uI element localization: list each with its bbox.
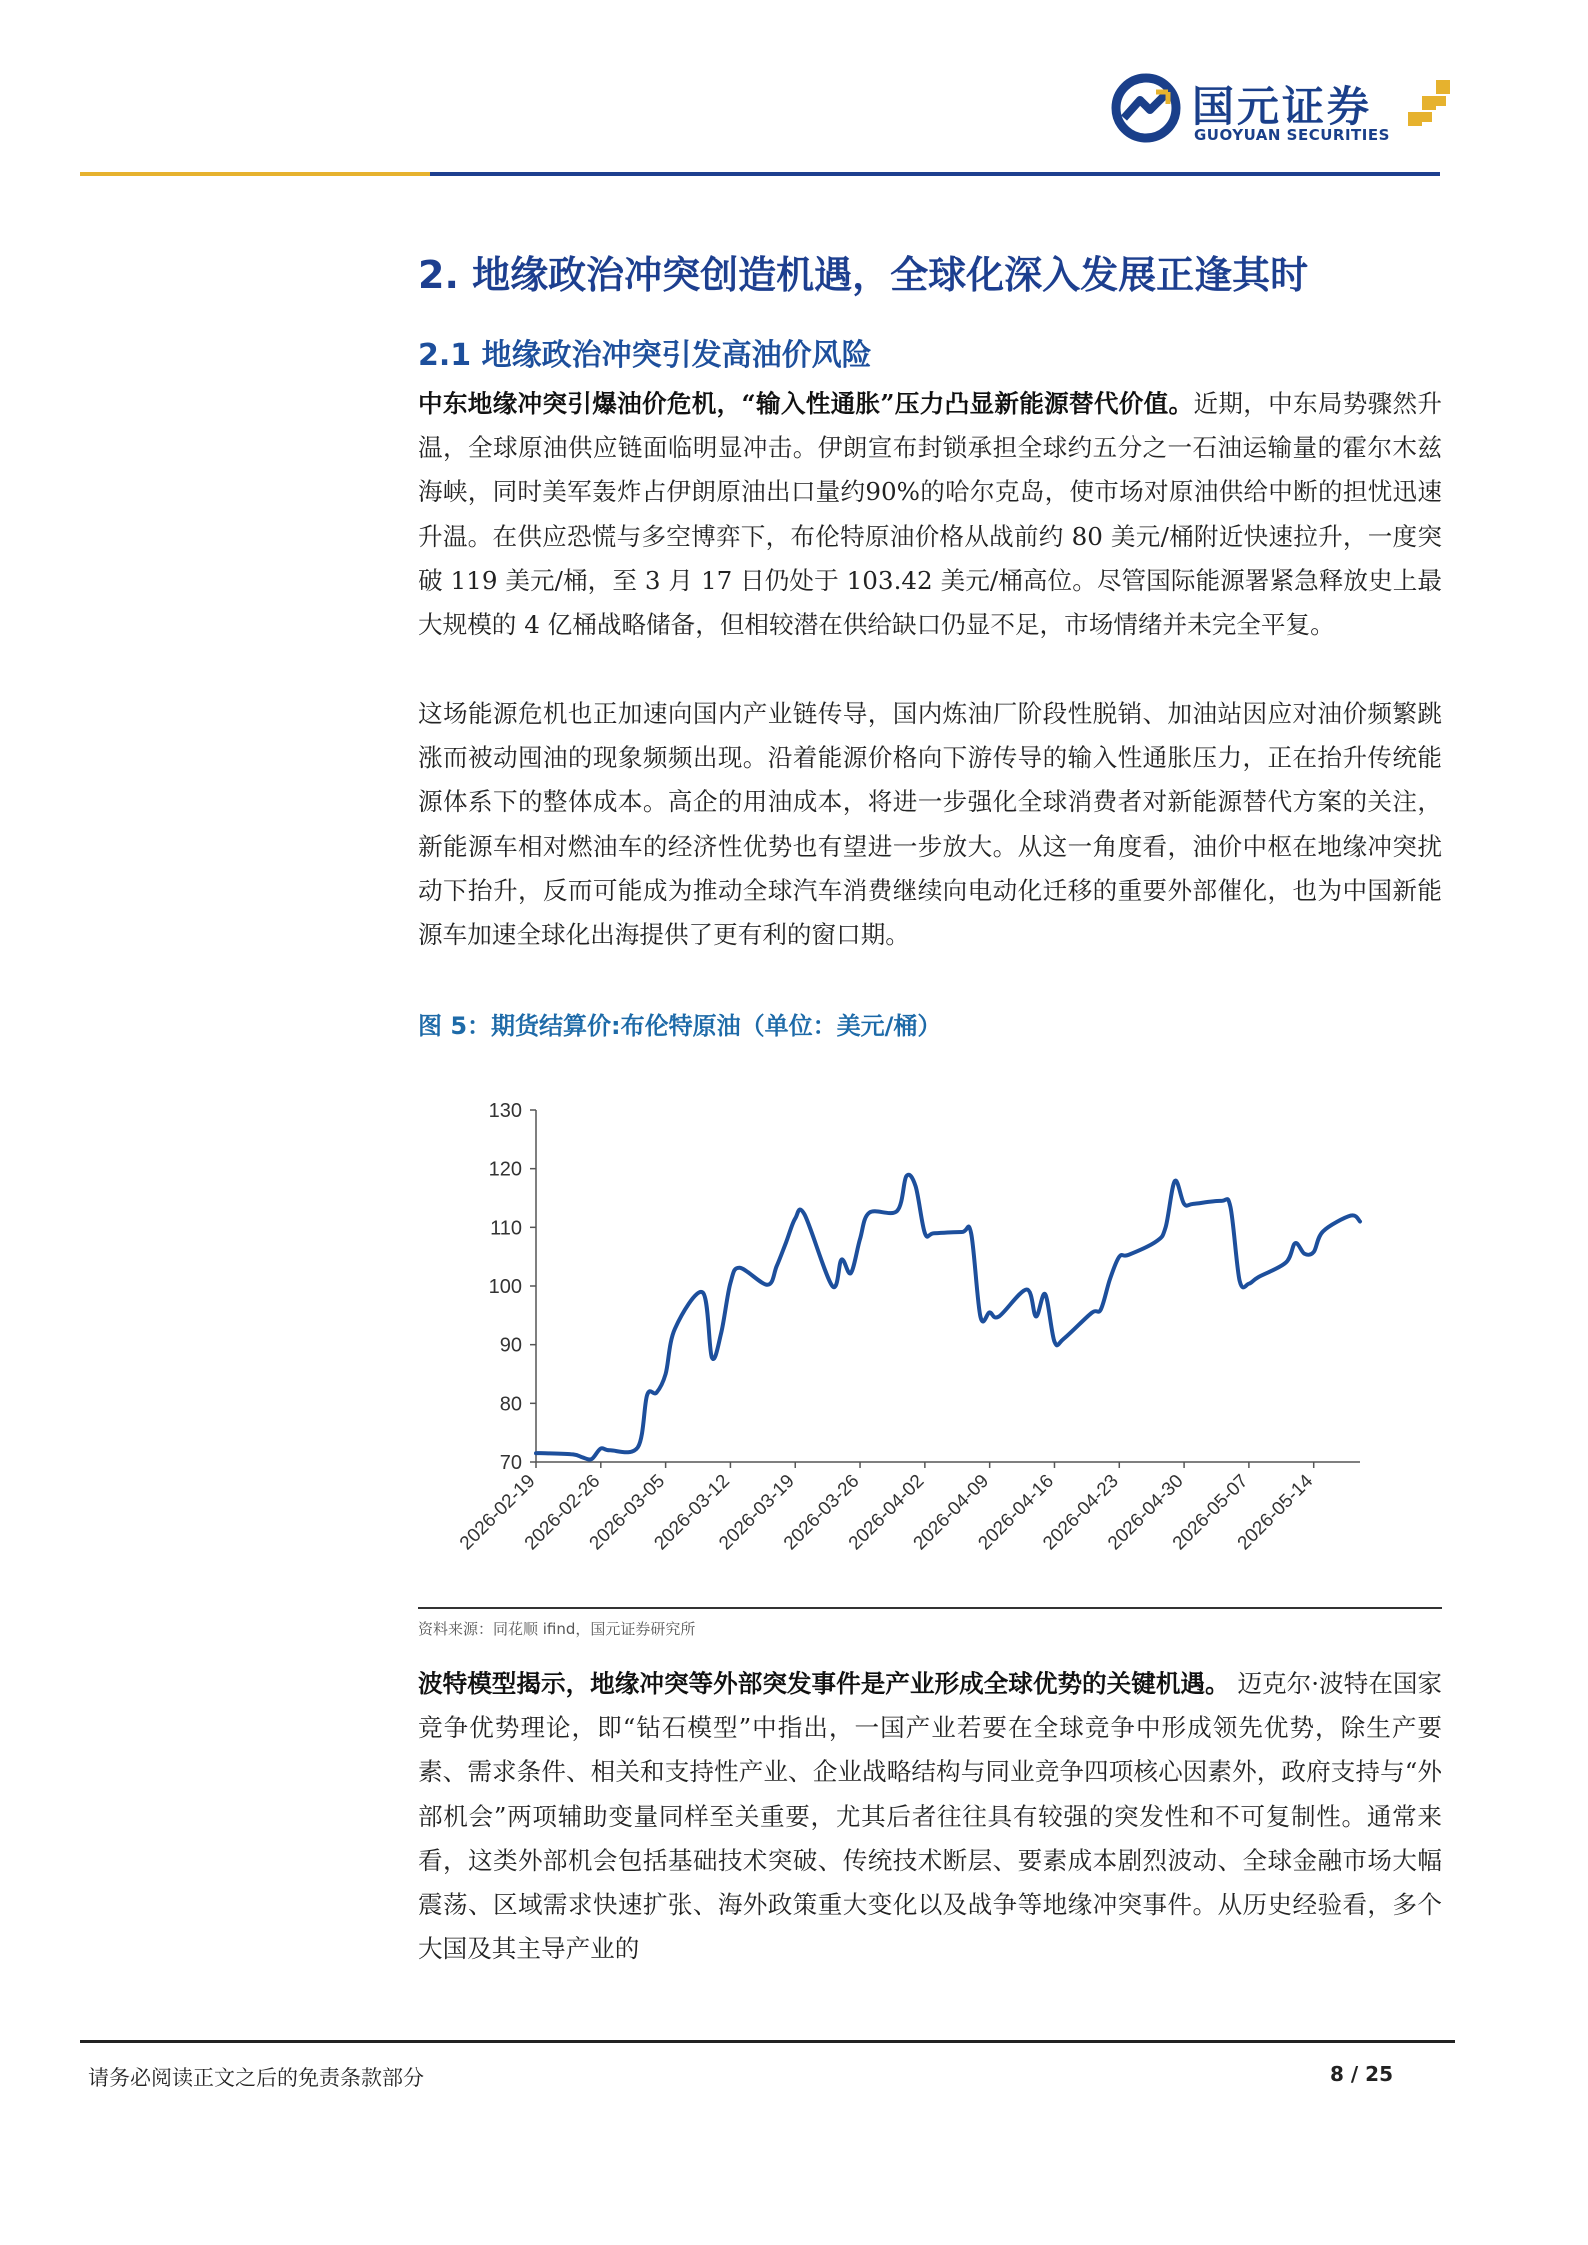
figure-caption: 图 5：期货结算价:布伦特原油（单位：美元/桶）: [418, 1012, 942, 1040]
brand-name-cn: 国元证券: [1192, 82, 1373, 131]
x-tick-label: 2026-04-16: [974, 1470, 1059, 1555]
guoyuan-logo: [1110, 72, 1450, 152]
y-tick-label: 90: [499, 1334, 522, 1357]
figure-source: 资料来源：同花顺 ifind，国元证券研究所: [418, 1620, 696, 1638]
series-line-brent: [536, 1175, 1360, 1460]
x-tick-label: 2026-03-12: [650, 1470, 734, 1555]
brand-name-en: GUOYUAN SECURITIES: [1194, 126, 1390, 144]
y-tick-label: 70: [499, 1452, 522, 1474]
paragraph-porter-model: [418, 1662, 1442, 1971]
paragraph-body: 近期，中东局势骤然升温，全球原油供应链面临明显冲击。伊朗宣布封锁承担全球约五分之一石油运输量的霍尔木兹海峡，同时美军轰炸占伊朗原油出口量约90%的哈尔克岛，使市场对原油供给中断的担忧迅速升温。在供应恐慌与多空博弈下，布伦特原油价格从战前约 80 美元/桶附近快速拉升，一度突破 119 美元/桶，至 3 月 17 日仍处于 103.42 美元/桶高位。尽管国际能源署紧急释放史上最大规模的 4 亿桶战略储备，但相较潜在供给缺口仍显不足，市场情绪并未完全平复。: [418, 389, 1442, 640]
x-tick-label: 2026-03-26: [779, 1470, 864, 1555]
x-tick-label: 2026-05-07: [1168, 1470, 1253, 1555]
footer-rule: [80, 2040, 1455, 2043]
y-tick-label: 110: [490, 1217, 522, 1240]
x-tick-label: 2026-05-14: [1233, 1470, 1318, 1555]
stairs-icon: [1408, 80, 1450, 140]
y-tick-label: 80: [499, 1393, 522, 1416]
footer-disclaimer: 请务必阅读正文之后的免责条款部分: [88, 2066, 424, 2090]
x-tick-label: 2026-03-05: [585, 1470, 670, 1555]
header-rule-blue: [430, 172, 1440, 176]
x-tick-label: 2026-04-30: [1104, 1470, 1188, 1555]
line-chart: [418, 1060, 1442, 1620]
x-tick-label: 2026-03-19: [715, 1470, 799, 1555]
x-tick-label: 2026-02-19: [455, 1470, 540, 1555]
paragraph-energy-transmission: 这场能源危机也正加速向国内产业链传导，国内炼油厂阶段性脱销、加油站因应对油价频繁跳涨而被动囤油的现象频频出现。沿着能源价格向下游传导的输入性通胀压力，正在抬升传统能源体系下的整体成本。高企的用油成本，将进一步强化全球消费者对新能源替代方案的关注，新能源车相对燃油车的经济性优势也有望进一步放大。从这一角度看，油价中枢在地缘冲突扰动下抬升，反而可能成为推动全球汽车消费继续向电动化迁移的重要外部催化，也为中国新能源车加速全球化出海提供了更有利的窗口期。: [418, 699, 1442, 950]
y-tick-label: 100: [488, 1276, 522, 1298]
x-tick-label: 2026-04-09: [909, 1470, 994, 1555]
x-tick-label: 2026-02-26: [520, 1470, 605, 1555]
section-title: 2. 地缘政治冲突创造机遇，全球化深入发展正逢其时: [418, 253, 1309, 297]
x-tick-label: 2026-04-02: [844, 1470, 929, 1555]
paragraph-lead: 中东地缘冲突引爆油价危机，“输入性通胀”压力凸显新能源替代价值。: [418, 389, 1194, 418]
brent-price-chart: [418, 1060, 1442, 1620]
page-number: 8 / 25: [1330, 2062, 1393, 2086]
section-subtitle: 2.1 地缘政治冲突引发高油价风险: [418, 338, 872, 373]
header-rule-gold: [80, 172, 430, 176]
x-tick-label: 2026-04-23: [1039, 1470, 1123, 1555]
paragraph-body: 迈克尔·波特在国家竞争优势理论，即“钻石模型”中指出，一国产业若要在全球竞争中形成领先优势，除生产要素、需求条件、相关和支持性产业、企业战略结构与同业竞争四项核心因素外，政府支持与“外部机会”两项辅助变量同样至关重要，尤其后者往往具有较强的突发性和不可复制性。通常来看，这类外部机会包括基础技术突破、传统技术断层、要素成本剧烈波动、全球金融市场大幅震荡、区域需求快速扩张、海外政策重大变化以及战争等地缘冲突事件。从历史经验看，多个大国及其主导产业的: [418, 1669, 1443, 1964]
y-tick-label: 120: [488, 1158, 522, 1181]
paragraph-lead: 波特模型揭示，地缘冲突等外部突发事件是产业形成全球优势的关键机遇。: [418, 1669, 1230, 1698]
guoyuan-emblem-icon: [1110, 72, 1182, 144]
paragraph-oil-crisis: [418, 382, 1442, 647]
y-tick-label: 130: [488, 1100, 522, 1122]
figure-rule: [418, 1607, 1442, 1609]
